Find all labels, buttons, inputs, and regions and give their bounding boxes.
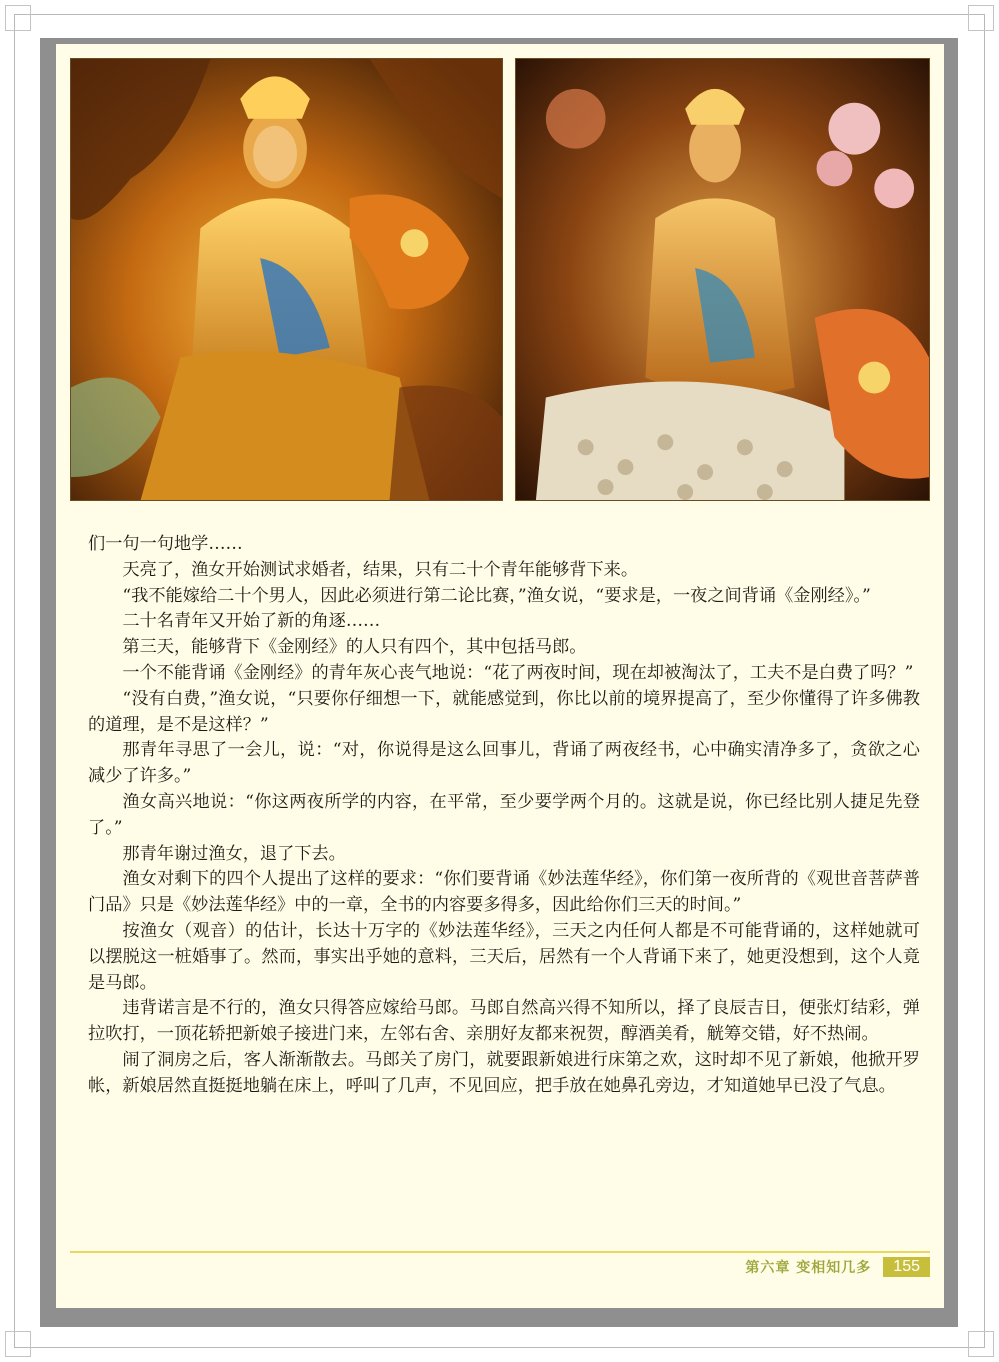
paragraph: “我不能嫁给二十个男人，因此必须进行第二论比赛，”渔女说，“要求是，一夜之间背诵《金刚经》。” <box>122 585 871 606</box>
page-number: 155 <box>883 1257 930 1277</box>
photo-guanyin-on-lion-image <box>516 59 929 500</box>
paragraph: 那青年谢过渔女，退了下去。 <box>122 843 346 864</box>
paragraph: 渔女高兴地说：“你这两夜所学的内容，在平常，至少要学两个月的。这就是说，你已经比别人捷足先登了。” <box>88 791 920 838</box>
book-page <box>56 44 944 1308</box>
paragraph: 们一句一句地学…… <box>88 534 243 554</box>
paragraph: 闹了洞房之后，客人渐渐散去。马郎关了房门，就要跟新娘进行床第之欢，这时却不见了新娘，他掀开罗帐，新娘居然直挺挺地躺在床上，呼叫了几声，不见回应，把手放在她鼻孔旁边，才知道她早已没了气息。 <box>88 1049 920 1096</box>
paragraph: “没有白费，”渔女说，“只要你仔细想一下，就能感觉到，你比以前的境界提高了，至少你懂得了许多佛教的道理，是不是这样？” <box>88 688 920 735</box>
body-text <box>88 532 920 1100</box>
page-footer <box>745 1256 930 1278</box>
paragraph: 那青年寻思了一会儿，说：“对，你说得是这么回事儿，背诵了两夜经书，心中确实清净多了，贪欲之心减少了许多。” <box>88 740 920 787</box>
paragraph: 第三天，能够背下《金刚经》的人只有四个，其中包括马郎。 <box>122 637 587 658</box>
photo-guanyin-on-lion <box>515 58 930 501</box>
paragraph: 天亮了，渔女开始测试求婚者，结果，只有二十个青年能够背下来。 <box>122 559 639 580</box>
chapter-title: 第六章 变相知几多 <box>745 1260 872 1276</box>
paragraph: 二十名青年又开始了新的角逐…… <box>122 611 381 632</box>
paragraph: 一个不能背诵《金刚经》的青年灰心丧气地说：“花了两夜时间，现在却被淘汰了，工夫不是白费了吗？” <box>122 662 914 683</box>
frame-corner <box>5 1331 31 1357</box>
paragraph: 渔女对剩下的四个人提出了这样的要求：“你们要背诵《妙法莲华经》，你们第一夜所背的《观世音菩萨普门品》只是《妙法莲华经》中的一章，全书的内容要多得多，因此给你们三天的时间。” <box>88 869 920 916</box>
photo-guanyin-on-dragon-image <box>71 59 502 500</box>
photo-guanyin-on-dragon <box>70 58 503 501</box>
frame-corner <box>968 5 994 31</box>
paragraph: 违背诺言是不行的，渔女只得答应嫁给马郎。马郎自然高兴得不知所以，择了良辰吉日，便张灯结彩，弹拉吹打，一顶花轿把新娘子接进门来，左邻右舍、亲朋好友都来祝贺，醇酒美肴，觥筹交错，好不热闹。 <box>88 998 920 1045</box>
frame-corner <box>5 5 31 31</box>
footer-rule <box>70 1251 930 1253</box>
frame-corner <box>968 1331 994 1357</box>
paragraph: 按渔女（观音）的估计，长达十万字的《妙法莲华经》，三天之内任何人都是不可能背诵的，这样她就可以摆脱这一桩婚事了。然而，事实出乎她的意料，三天后，居然有一个人背诵下来了，她更没想到，这个人竟是马郎。 <box>88 920 920 993</box>
